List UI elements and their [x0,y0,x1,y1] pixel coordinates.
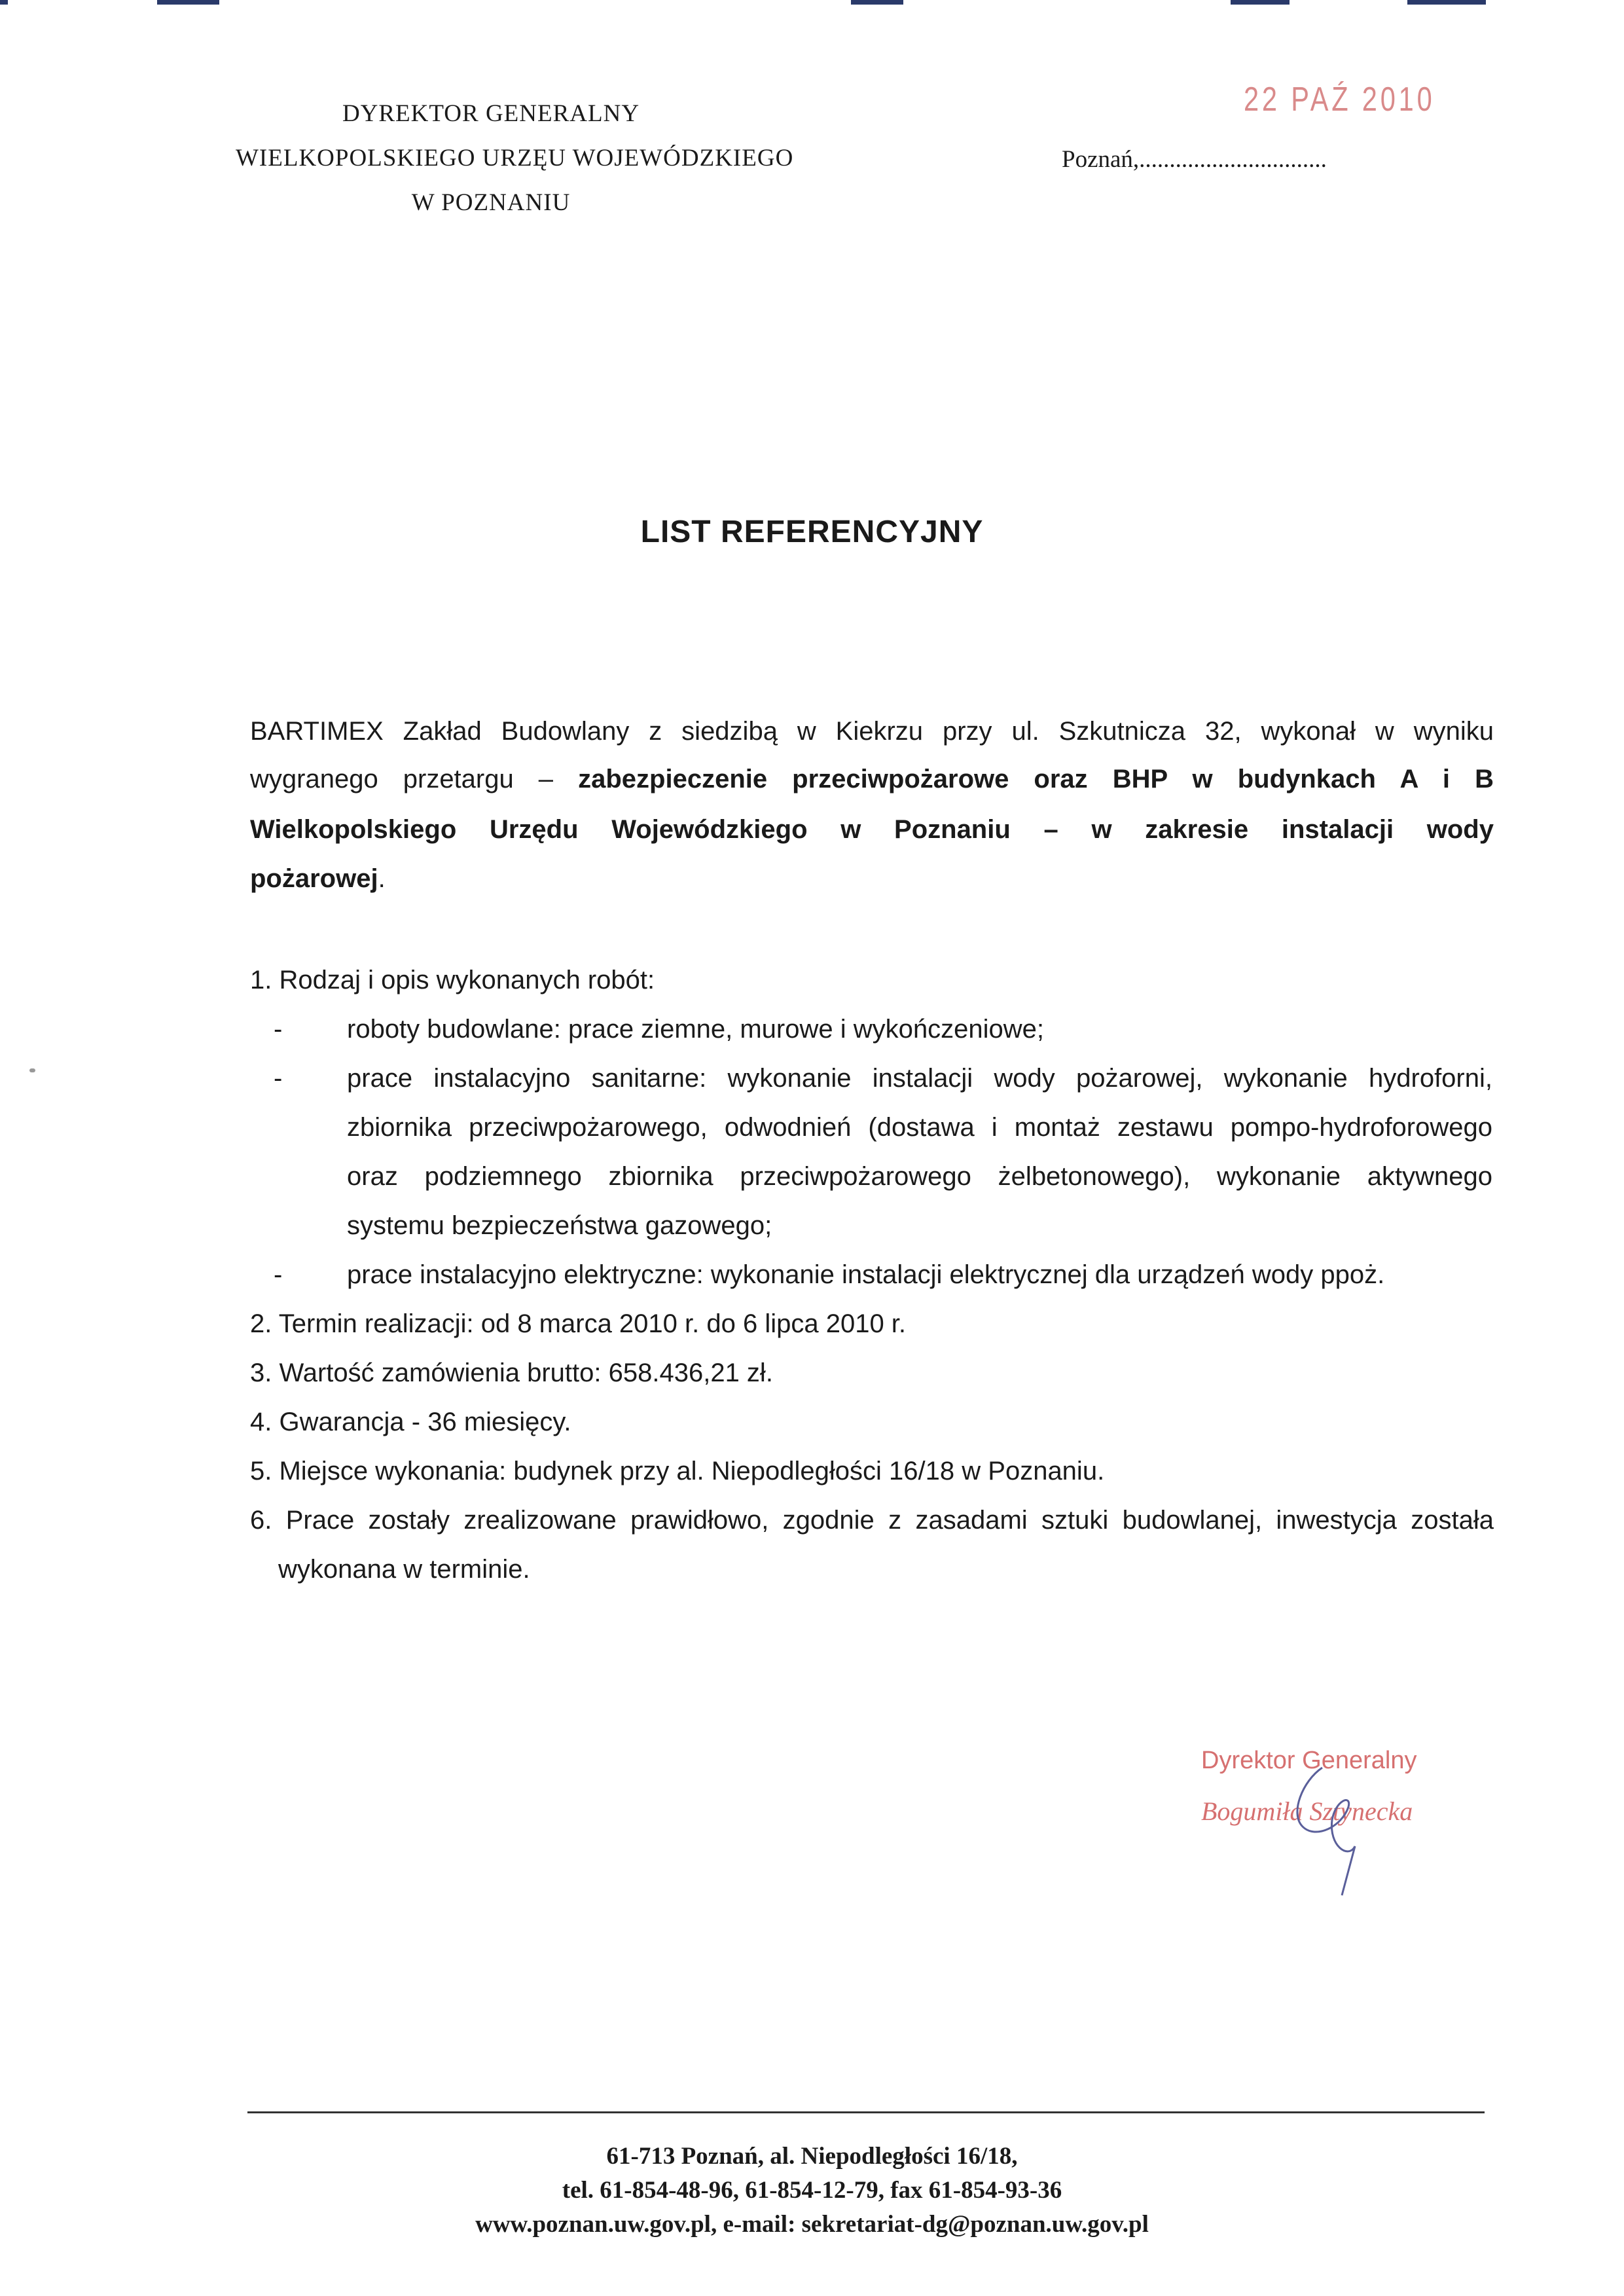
intro-line-4-bold: pożarowej [250,864,378,893]
footer-address [0,2140,1624,2242]
intro-line-2-bold: zabezpieczenie przeciwpożarowe oraz BHP w budynkach A i B [578,765,1494,793]
bullet-dash: - [274,1064,283,1093]
document-title: LIST REFERENCYJNY [640,515,984,549]
intro-line-4 [250,864,386,894]
list-item-1: 1. Rodzaj i opis wykonanych robót: [250,966,655,994]
issuing-authority [236,92,794,225]
footer-web-email-line: www.poznan.uw.gov.pl, e-mail: sekretariat-dg@poznan.uw.gov.pl [475,2211,1149,2238]
list-item-6-line-1: 6. Prace zostały zrealizowane prawidłowo, zgodnie z zasadami sztuki budowlanej, inwestycja została [250,1506,1494,1535]
intro-line-3 [250,815,1494,845]
sub-item-construction: roboty budowlane: prace ziemne, murowe i wykończeniowe; [347,1015,1044,1044]
list-item-6-line-2: wykonana w terminie. [278,1555,530,1584]
date-stamp: 22 PAŹ 2010 [1244,81,1435,118]
sub-item-sanitary-line-4: systemu bezpieczeństwa gazowego; [347,1211,772,1240]
intro-line-3-bold: Wielkopolskiego Urzędu Wojewódzkiego w Poznaniu – w zakresie instalacji wody [250,815,1494,844]
handwritten-signature [1276,1755,1394,1899]
bullet-dash: - [274,1015,283,1044]
scan-artifact [0,0,8,5]
sub-item-electrical: prace instalacyjno elektryczne: wykonanie instalacji elektrycznej dla urządzeń wody ppoż. [347,1260,1385,1289]
intro-line-4-end: . [378,864,386,893]
sub-item-sanitary-line-3: oraz podziemnego zbiornika przeciwpożarowego żelbetonowego), wykonanie aktywnego [347,1162,1492,1191]
list-item-2: 2. Termin realizacji: od 8 marca 2010 r. do 6 lipca 2010 r. [250,1309,907,1338]
authority-line-1: DYREKTOR GENERALNY [342,100,640,127]
footer-divider [247,2111,1485,2113]
place-date-line: Poznań,............................... [1062,146,1327,173]
footer-phone-line: tel. 61-854-48-96, 61-854-12-79, fax 61-854-93-36 [562,2177,1062,2204]
list-item-5: 5. Miejsce wykonania: budynek przy al. Niepodległości 16/18 w Poznaniu. [250,1457,1105,1485]
footer-address-line: 61-713 Poznań, al. Niepodległości 16/18, [606,2143,1018,2170]
sub-item-sanitary-line-1: prace instalacyjno sanitarne: wykonanie instalacji wody pożarowej, wykonanie hydroforni, [347,1064,1492,1093]
intro-line-2 [250,765,1494,794]
scan-artifact [1407,0,1486,5]
signatory-name: Bogumiła Sztynecka [1201,1796,1413,1826]
scan-artifact [1231,0,1290,5]
list-item-3: 3. Wartość zamówienia brutto: 658.436,21 zł. [250,1358,773,1387]
intro-line-2-text: wygranego przetargu – [250,765,579,793]
intro-line-1: BARTIMEX Zakład Budowlany z siedzibą w Kiekrzu przy ul. Szkutnicza 32, wykonał w wyniku [250,717,1494,746]
authority-line-3: W POZNANIU [411,189,571,216]
scan-artifact [157,0,219,5]
scan-speck [29,1068,35,1072]
scan-artifact [851,0,903,5]
bullet-dash: - [274,1260,283,1289]
sub-item-sanitary-line-2: zbiornika przeciwpożarowego, odwodnień (dostawa i montaż zestawu pompo-hydroforowego [347,1113,1492,1142]
list-item-4: 4. Gwarancja - 36 miesięcy. [250,1408,571,1436]
authority-line-2: WIELKOPOLSKIEGO URZĘU WOJEWÓDZKIEGO [236,145,794,172]
signatory-role: Dyrektor Generalny [1201,1747,1417,1774]
